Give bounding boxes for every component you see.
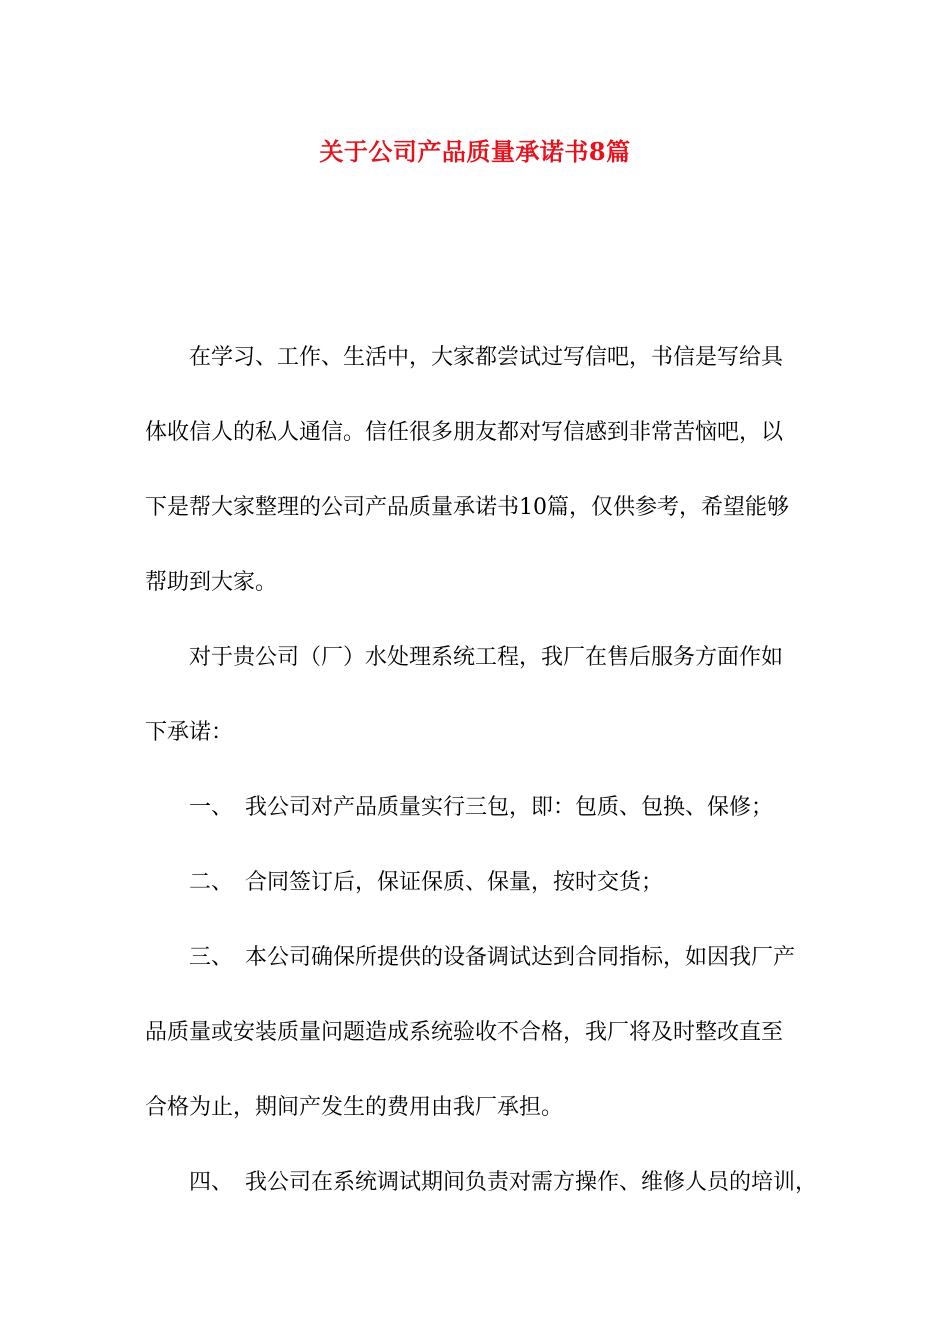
paragraph-line: 体收信人的私人通信。信任很多朋友都对写信感到非常苦恼吧，以	[145, 420, 784, 445]
paragraph-line: 品质量或安装质量问题造成系统验收不合格，我厂将及时整改直至	[145, 1020, 784, 1045]
list-item	[145, 845, 825, 920]
list-item	[145, 770, 825, 845]
list-item	[145, 920, 825, 995]
list-marker: 三、	[189, 945, 234, 970]
list-item-text: 我公司在系统调试期间负责对需方操作、维修人员的培训，	[245, 1170, 818, 1195]
paragraph-line: 下承诺：	[145, 720, 234, 745]
list-item-text: 合同签订后，保证保质、保量，按时交货；	[245, 870, 664, 895]
list-marker: 四、	[189, 1170, 234, 1195]
list-marker: 二、	[189, 870, 234, 895]
list-item-text: 我公司对产品质量实行三包，即：包质、包换、保修；	[245, 795, 774, 820]
paragraph-line: 帮助到大家。	[145, 570, 278, 595]
list-item-text: 本公司确保所提供的设备调试达到合同指标，如因我厂产	[245, 945, 796, 970]
paragraph-line: 在学习、工作、生活中，大家都尝试过写信吧，书信是写给具	[189, 345, 784, 370]
paragraph-line: 下是帮大家整理的公司产品质量承诺书10篇，仅供参考，希望能够	[145, 495, 789, 520]
paragraph-line: 对于贵公司（厂）水处理系统工程，我厂在售后服务方面作如	[189, 645, 784, 670]
list-marker: 一、	[189, 795, 234, 820]
document-title: 关于公司产品质量承诺书8篇	[319, 137, 631, 166]
list-item	[145, 1145, 825, 1220]
document-body	[145, 320, 825, 1220]
paragraph-line: 合格为止，期间产发生的费用由我厂承担。	[145, 1095, 564, 1120]
